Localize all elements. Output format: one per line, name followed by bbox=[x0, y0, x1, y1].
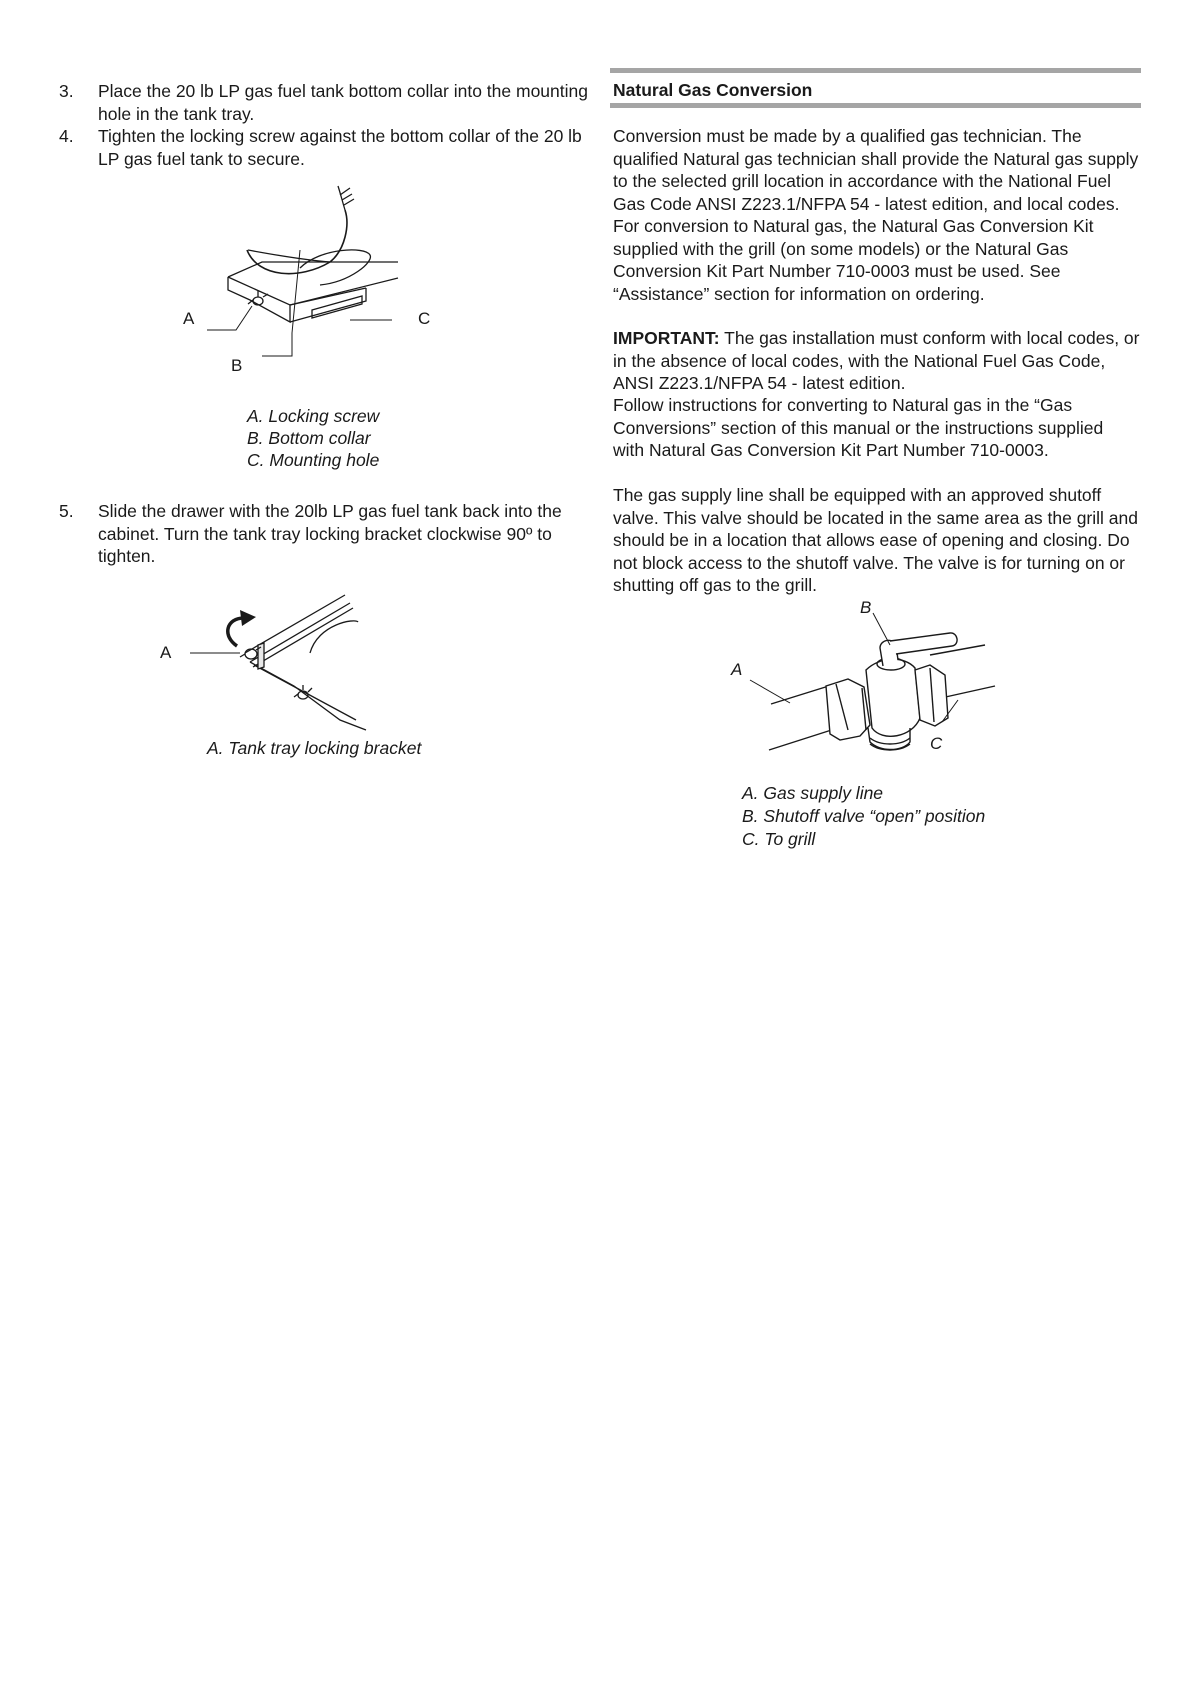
step-number: 5. bbox=[59, 501, 74, 521]
figure3-caption-c: C. To grill bbox=[742, 829, 816, 849]
figure1-label-c: C bbox=[418, 309, 431, 328]
figure1-caption-a: A. Locking screw bbox=[247, 406, 380, 426]
figure2-caption: A. Tank tray locking bracket bbox=[207, 738, 422, 758]
figure3-label-c: C bbox=[930, 734, 943, 753]
paragraph-conversion: Conversion must be made by a qualified gas technician. The qualified Natural gas technician shall provide the Natural gas supply to the selected grill location in accordance with the National Fuel Gas Code ANSI Z223.1/NFPA 54 - latest edition, and local codes. For conversion to Natural gas, the Natural Gas Conversion Kit supplied with the grill (on some models) or the Natural Gas Conversion Kit Part Number 710-0003 must be used. See “Assistance” section for information on ordering. bbox=[613, 126, 1139, 304]
figure1-label-a: A bbox=[183, 309, 195, 328]
paragraph-instructions: Follow instructions for converting to Natural gas in the “Gas Conversions” section of this manual or the instructions supplied with Natural Gas Conversion Kit Part Number 710-0003. bbox=[613, 395, 1104, 460]
section-heading: Natural Gas Conversion bbox=[613, 80, 813, 100]
important-label: IMPORTANT: bbox=[613, 328, 720, 348]
heading-bottom-rule bbox=[610, 103, 1141, 108]
step-text: Slide the drawer with the 20lb LP gas fuel tank back into the cabinet. Turn the tank tray locking bracket clockwise 90º to tighten. bbox=[98, 501, 562, 566]
important-text: The gas installation must conform with local codes, or in the absence of local codes, with the National Fuel Gas Code, ANSI Z223.1/NFPA 54 - latest edition. bbox=[613, 328, 1140, 393]
figure1-caption-c: C. Mounting hole bbox=[247, 450, 380, 470]
figure3-label-a: A bbox=[731, 660, 743, 679]
paragraph-important bbox=[613, 327, 1143, 395]
heading-top-rule bbox=[610, 68, 1141, 73]
step-text: Place the 20 lb LP gas fuel tank bottom collar into the mounting hole in the tank tray. bbox=[98, 81, 588, 124]
figure1-label-b: B bbox=[231, 356, 243, 375]
step-number: 4. bbox=[59, 126, 74, 146]
figure3-caption-b: B. Shutoff valve “open” position bbox=[742, 806, 986, 826]
figure3-label-b: B bbox=[860, 598, 872, 617]
step-text: Tighten the locking screw against the bottom collar of the 20 lb LP gas fuel tank to secure. bbox=[98, 126, 582, 169]
step-number: 3. bbox=[59, 81, 74, 101]
figure3-caption-a: A. Gas supply line bbox=[742, 783, 884, 803]
figure1-caption-b: B. Bottom collar bbox=[247, 428, 371, 448]
paragraph-shutoff-valve: The gas supply line shall be equipped with an approved shutoff valve. This valve should be located in the same area as the grill and should be in a location that allows ease of opening and closing. Do not block access to the shutoff valve. The valve is for turning on or shutting off gas to the grill. bbox=[613, 485, 1138, 595]
figure2-label-a: A bbox=[160, 643, 172, 662]
